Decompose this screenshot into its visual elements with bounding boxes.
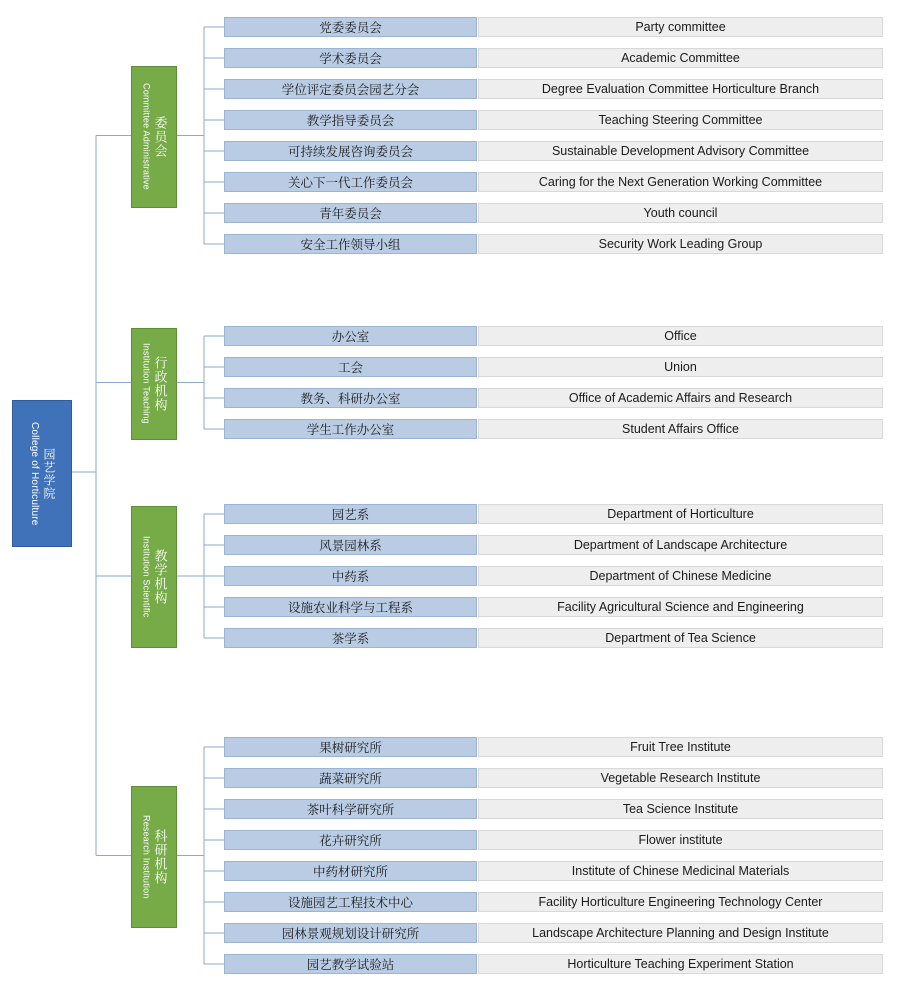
- leaf-label-cn: 学生工作办公室: [224, 419, 477, 439]
- leaf-label-en: Teaching Steering Committee: [478, 110, 883, 130]
- leaf-row[interactable]: [224, 799, 883, 819]
- leaf-row[interactable]: [224, 141, 883, 161]
- leaf-label-en: Academic Committee: [478, 48, 883, 68]
- leaf-label-cn: 蔬菜研究所: [224, 768, 477, 788]
- leaf-label-en: Youth council: [478, 203, 883, 223]
- leaf-label-cn: 园艺教学试验站: [224, 954, 477, 974]
- leaf-label-cn: 青年委员会: [224, 203, 477, 223]
- category-label-cn: 行政机构: [152, 355, 168, 412]
- leaf-label-en: Flower institute: [478, 830, 883, 850]
- leaf-row[interactable]: [224, 79, 883, 99]
- leaf-row[interactable]: [224, 923, 883, 943]
- category-label-en: Research Institution: [141, 814, 152, 899]
- category-node[interactable]: [131, 506, 177, 648]
- leaf-label-cn: 安全工作领导小组: [224, 234, 477, 254]
- category-label-en: Institution Teaching: [141, 343, 152, 424]
- category-node[interactable]: [131, 66, 177, 208]
- leaf-label-en: Office of Academic Affairs and Research: [478, 388, 883, 408]
- leaf-label-cn: 教务、科研办公室: [224, 388, 477, 408]
- leaf-row[interactable]: [224, 17, 883, 37]
- category-node[interactable]: [131, 328, 177, 440]
- category-label-cn: 委员会: [152, 115, 168, 158]
- root-node-label-cn: 园艺学院: [42, 447, 56, 500]
- leaf-label-en: Office: [478, 326, 883, 346]
- leaf-row[interactable]: [224, 861, 883, 881]
- leaf-label-en: Union: [478, 357, 883, 377]
- leaf-label-cn: 茶叶科学研究所: [224, 799, 477, 819]
- leaf-row[interactable]: [224, 48, 883, 68]
- leaf-label-en: Tea Science Institute: [478, 799, 883, 819]
- leaf-label-en: Facility Horticulture Engineering Technology Center: [478, 892, 883, 912]
- leaf-row[interactable]: [224, 566, 883, 586]
- leaf-label-en: Student Affairs Office: [478, 419, 883, 439]
- leaf-row[interactable]: [224, 357, 883, 377]
- leaf-label-cn: 园林景观规划设计研究所: [224, 923, 477, 943]
- leaf-row[interactable]: [224, 504, 883, 524]
- leaf-label-cn: 学术委员会: [224, 48, 477, 68]
- leaf-row[interactable]: [224, 628, 883, 648]
- leaf-row[interactable]: [224, 203, 883, 223]
- leaf-label-en: Landscape Architecture Planning and Design Institute: [478, 923, 883, 943]
- leaf-label-cn: 花卉研究所: [224, 830, 477, 850]
- leaf-label-en: Sustainable Development Advisory Committee: [478, 141, 883, 161]
- leaf-label-en: Security Work Leading Group: [478, 234, 883, 254]
- leaf-label-en: Facility Agricultural Science and Engineering: [478, 597, 883, 617]
- leaf-label-cn: 园艺系: [224, 504, 477, 524]
- leaf-label-cn: 学位评定委员会园艺分会: [224, 79, 477, 99]
- category-label-cn: 教学机构: [152, 549, 168, 605]
- leaf-label-en: Fruit Tree Institute: [478, 737, 883, 757]
- root-node[interactable]: [12, 400, 72, 547]
- leaf-label-cn: 可持续发展咨询委员会: [224, 141, 477, 161]
- category-label-cn: 科研机构: [152, 828, 168, 885]
- leaf-label-en: Horticulture Teaching Experiment Station: [478, 954, 883, 974]
- leaf-label-cn: 关心下一代工作委员会: [224, 172, 477, 192]
- root-node-label-en: College of Horticulture: [29, 421, 40, 526]
- leaf-label-en: Department of Landscape Architecture: [478, 535, 883, 555]
- category-node[interactable]: [131, 786, 177, 928]
- leaf-label-en: Vegetable Research Institute: [478, 768, 883, 788]
- leaf-label-en: Party committee: [478, 17, 883, 37]
- leaf-row[interactable]: [224, 326, 883, 346]
- leaf-label-en: Caring for the Next Generation Working Committee: [478, 172, 883, 192]
- leaf-label-en: Department of Horticulture: [478, 504, 883, 524]
- leaf-row[interactable]: [224, 830, 883, 850]
- leaf-label-en: Degree Evaluation Committee Horticulture Branch: [478, 79, 883, 99]
- leaf-label-cn: 办公室: [224, 326, 477, 346]
- leaf-row[interactable]: [224, 737, 883, 757]
- leaf-row[interactable]: [224, 419, 883, 439]
- leaf-label-cn: 设施农业科学与工程系: [224, 597, 477, 617]
- leaf-row[interactable]: [224, 172, 883, 192]
- leaf-row[interactable]: [224, 388, 883, 408]
- category-label-en: Institution Scientific: [141, 536, 152, 618]
- leaf-label-cn: 中药材研究所: [224, 861, 477, 881]
- leaf-label-en: Department of Chinese Medicine: [478, 566, 883, 586]
- leaf-label-cn: 果树研究所: [224, 737, 477, 757]
- leaf-row[interactable]: [224, 234, 883, 254]
- leaf-row[interactable]: [224, 535, 883, 555]
- leaf-label-cn: 设施园艺工程技术中心: [224, 892, 477, 912]
- leaf-row[interactable]: [224, 768, 883, 788]
- leaf-label-en: Department of Tea Science: [478, 628, 883, 648]
- leaf-label-cn: 教学指导委员会: [224, 110, 477, 130]
- leaf-label-cn: 风景园林系: [224, 535, 477, 555]
- leaf-label-cn: 茶学系: [224, 628, 477, 648]
- leaf-row[interactable]: [224, 597, 883, 617]
- leaf-row[interactable]: [224, 892, 883, 912]
- category-label-en: Committee Administrative: [141, 83, 152, 190]
- leaf-label-en: Institute of Chinese Medicinal Materials: [478, 861, 883, 881]
- leaf-label-cn: 党委委员会: [224, 17, 477, 37]
- leaf-row[interactable]: [224, 110, 883, 130]
- leaf-label-cn: 工会: [224, 357, 477, 377]
- leaf-label-cn: 中药系: [224, 566, 477, 586]
- leaf-row[interactable]: [224, 954, 883, 974]
